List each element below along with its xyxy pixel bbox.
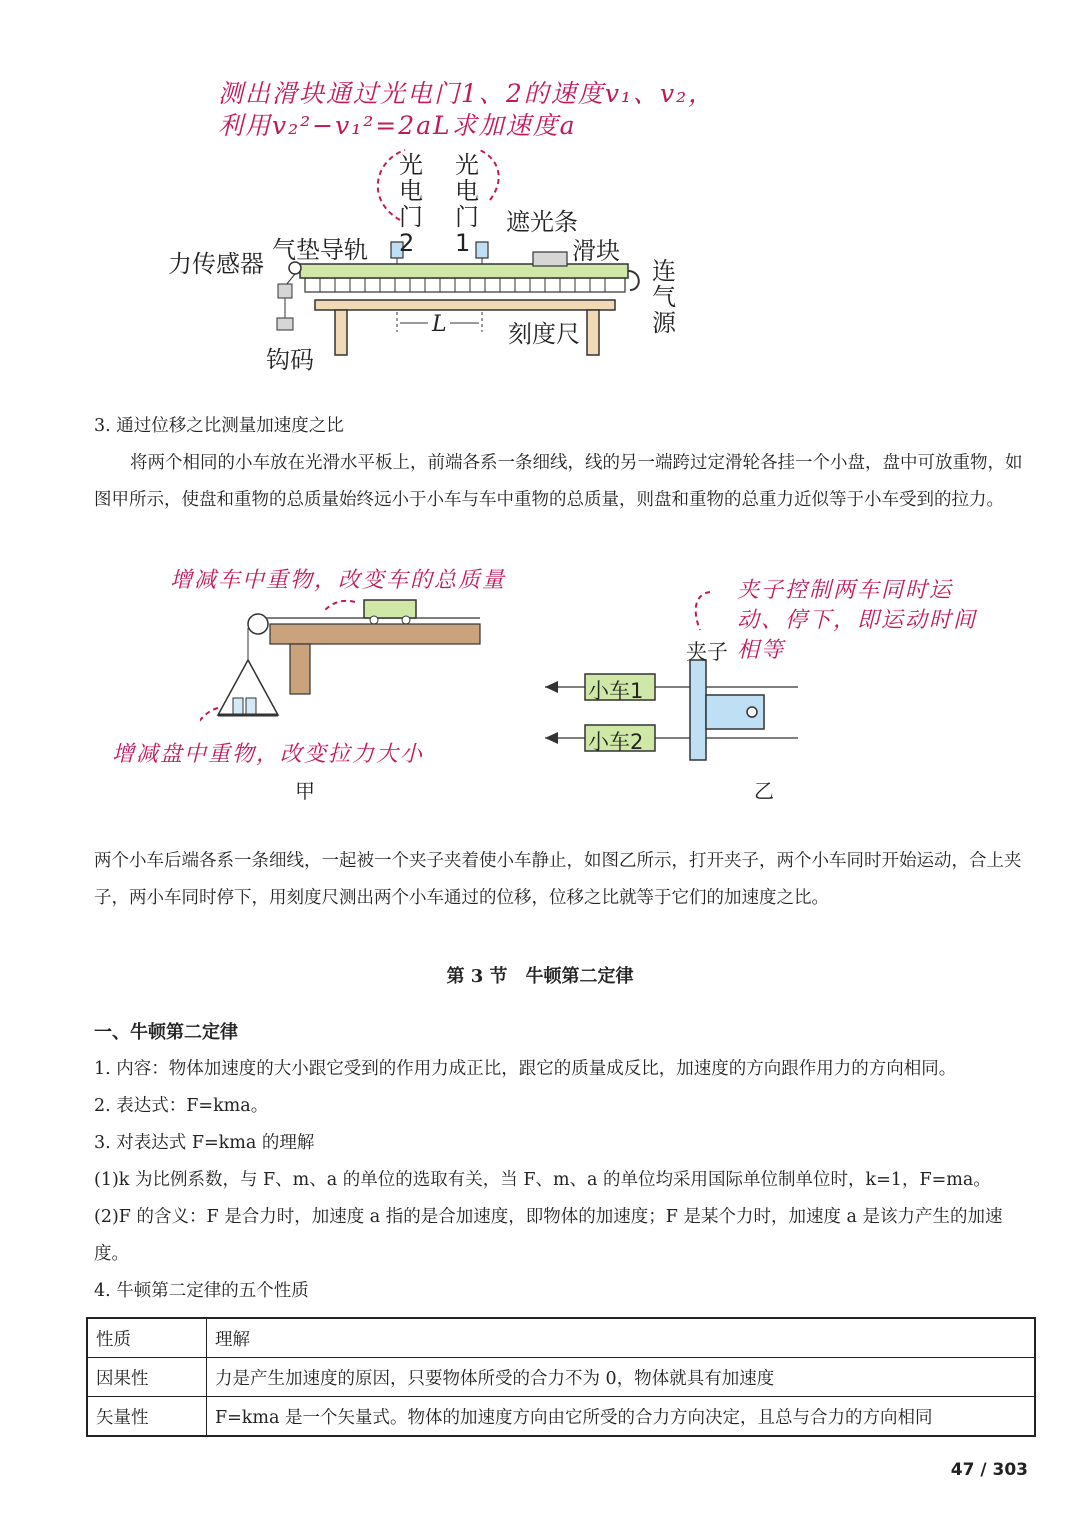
plank-leg [290,644,310,694]
part1-item1: 1. 内容：物体加速度的大小跟它受到的作用力成正比，跟它的质量成反比，加速度的方向跟作用力的方向相同。 [94,1059,957,1079]
pulley-jia [248,614,268,634]
part1-item3: 3. 对表达式 F=kma 的理解 [94,1133,315,1153]
gate2-label: 光电门2 [399,151,423,257]
scale-ruler [305,278,625,292]
plank [270,624,480,644]
table-cell: 因果性 [87,1358,207,1397]
part1-item4: 4. 牛顿第二定律的五个性质 [94,1281,309,1301]
hook-weight-label: 钩码 [266,346,314,374]
air-track [300,264,628,278]
clip-label: 夹子 [686,640,728,664]
part1-item3-2: (2)F 的含义：F 是合力时，加速度 a 指的是合加速度，即物体的加速度；F 是某个力时，加速度 a 是该力产生的加速度。 [94,1207,1003,1264]
clip-bar [690,660,706,760]
cart2-label: 小车2 [588,730,644,754]
shading-strip-label: 遮光条 [506,208,578,236]
cart1-label: 小车1 [588,679,644,703]
table-header-cell: 理解 [207,1318,1036,1358]
table-cell: F=kma 是一个矢量式。物体的加速度方向由它所受的合力方向决定，且总与合力的方向相同 [207,1397,1036,1437]
slider-label: 滑块 [572,237,620,265]
section3-paragraph: 将两个相同的小车放在光滑水平板上，前端各系一条细线，线的另一端跨过定滑轮各挂一个小盘，盘中可放重物，如图甲所示，使盘和重物的总质量始终远小于小车与车中重物的总质量，则盘和重物的总重力近似等于小车受到的拉力。 [94,453,1023,510]
air-source-label: 连气源 [652,257,676,337]
fig1-annotation-line2: 利用v₂²−v₁²=2aL求加速度a [218,111,577,140]
fig2-right-caption: 乙 [754,779,774,803]
section3-heading: 3. 通过位移之比测量加速度之比 [94,416,344,436]
force-sensor-label: 力传感器 [168,250,264,278]
part1-heading: 一、牛顿第二定律 [94,1022,238,1043]
properties-table [86,1317,1036,1437]
fig2-left-caption: 甲 [295,779,315,803]
part1-item3-1: (1)k 为比例系数，与 F、m、a 的单位的选取有关，当 F、m、a 的单位均采用国际单位制单位时，k=1，F=ma。 [94,1170,991,1190]
gate1-label: 光电门1 [455,151,479,257]
cart-jia [364,600,416,618]
length-label: L [432,312,447,337]
scale-label: 刻度尺 [508,320,580,348]
table-cell: 矢量性 [87,1397,207,1437]
part1-item2: 2. 表达式：F=kma。 [94,1096,269,1116]
table-row [87,1358,1035,1397]
fig1-annotation-line1: 测出滑块通过光电门1、2的速度v₁、v₂， [218,79,716,108]
force-sensor [278,284,292,298]
section-title: 第 3 节 牛顿第二定律 [446,966,634,987]
table-header-row [87,1318,1035,1358]
table-header-cell: 性质 [87,1318,207,1358]
table-top [315,300,615,310]
air-track-label: 气垫导轨 [272,236,368,264]
table-leg-left [335,310,347,355]
fig2-left-annotation-top: 增减车中重物，改变车的总质量 [170,568,507,593]
page-number: 47 / 303 [950,1460,1028,1480]
hook-weight [277,318,293,330]
table-leg-right [587,310,599,355]
fig2-right-annotation: 夹子控制两车同时运动、停下，即运动时间相等 [737,578,978,663]
table-cell: 力是产生加速度的原因，只要物体所受的合力不为 0，物体就具有加速度 [207,1358,1036,1397]
table-row [87,1397,1035,1437]
slider-block [533,252,567,266]
paragraph-2: 两个小车后端各系一条细线，一起被一个夹子夹着使小车静止，如图乙所示，打开夹子，两个小车同时开始运动，合上夹子，两小车同时停下，用刻度尺测出两个小车通过的位移，位移之比就等于它们的加速度之比。 [94,851,1022,908]
fig2-left-annotation-bottom: 增减盘中重物，改变拉力大小 [112,742,425,767]
fig2-diagram [200,580,820,780]
